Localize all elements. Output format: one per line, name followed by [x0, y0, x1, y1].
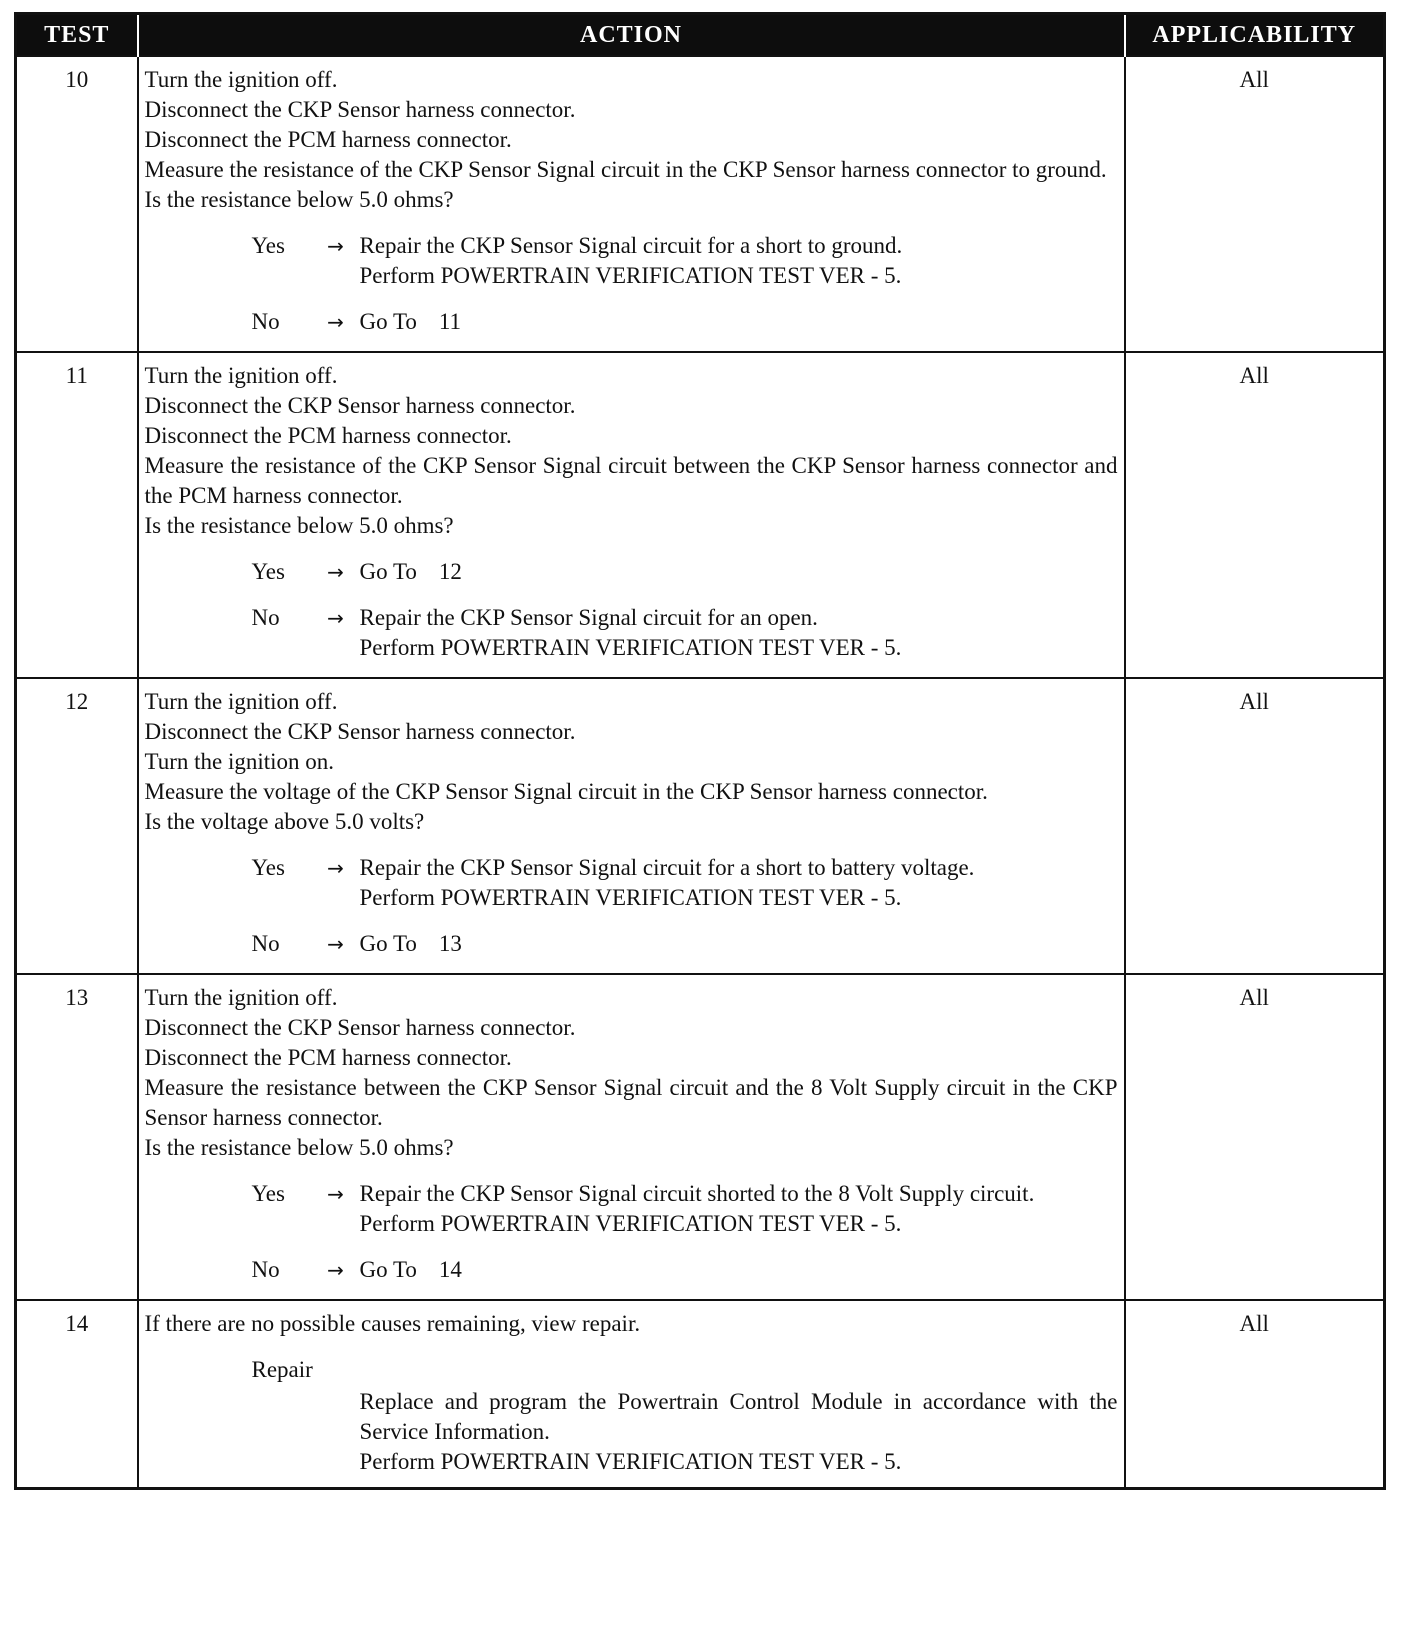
goto-text: Go To: [359, 559, 417, 584]
step-text: Turn the ignition off.: [144, 985, 338, 1010]
applicability-value: All: [1125, 678, 1385, 974]
outcome-line: Perform POWERTRAIN VERIFICATION TEST VER - 5.: [359, 885, 902, 910]
table-row-test-10: [16, 56, 1385, 352]
right-arrow-icon: →: [327, 310, 344, 334]
step-text: Measure the resistance of the CKP Sensor Signal circuit between the CKP Sensor harness connector and the PCM harness connector.: [144, 453, 1118, 508]
goto-text: Go To: [359, 931, 417, 956]
action-cell: [138, 678, 1125, 974]
diagnostic-test-table-container: [14, 12, 1383, 1490]
step-text: Turn the ignition off.: [144, 67, 338, 92]
table-row-test-12: [16, 678, 1385, 974]
repair-line: Perform POWERTRAIN VERIFICATION TEST VER - 5.: [359, 1449, 902, 1474]
outcomes: [145, 231, 1118, 337]
goto-reference[interactable]: [360, 307, 1118, 337]
outcome-line: Repair the CKP Sensor Signal circuit for an open.: [359, 605, 818, 630]
right-arrow-icon: →: [327, 606, 344, 630]
test-number: 12: [16, 678, 138, 974]
table-row-test-11: [16, 352, 1385, 678]
outcome-line: Repair the CKP Sensor Signal circuit shorted to the 8 Volt Supply circuit.: [359, 1181, 1035, 1206]
outcome-result: [360, 231, 1118, 291]
outcome-line: Repair the CKP Sensor Signal circuit for a short to ground.: [359, 233, 903, 258]
outcome-label: Yes: [251, 233, 285, 258]
right-arrow-icon: →: [327, 1258, 344, 1282]
outcome-no: [145, 929, 1118, 959]
step-text: Disconnect the CKP Sensor harness connector.: [144, 719, 576, 744]
outcome-label: Yes: [251, 559, 285, 584]
outcome-line: Perform POWERTRAIN VERIFICATION TEST VER - 5.: [359, 263, 902, 288]
outcome-result: [360, 1179, 1118, 1239]
right-arrow-icon: →: [327, 560, 344, 584]
step-text: Disconnect the PCM harness connector.: [144, 423, 512, 448]
right-arrow-icon: →: [327, 234, 344, 258]
goto-number: 14: [438, 1257, 462, 1282]
action-cell: [138, 56, 1125, 352]
repair-line: Replace and program the Powertrain Control Module in accordance with the Service Information.: [359, 1389, 1118, 1444]
question-text: Is the voltage above 5.0 volts?: [144, 809, 425, 834]
outcomes: [145, 853, 1118, 959]
table-row-test-13: [16, 974, 1385, 1300]
outcome-no: [145, 307, 1118, 337]
applicability-value: All: [1125, 974, 1385, 1300]
step-text: If there are no possible causes remaining, view repair.: [144, 1311, 641, 1336]
right-arrow-icon: →: [327, 932, 344, 956]
step-text: Measure the resistance between the CKP Sensor Signal circuit and the 8 Volt Supply circuit in the CKP Sensor harness connector.: [144, 1075, 1118, 1130]
test-number: 10: [16, 56, 138, 352]
outcomes: [145, 557, 1118, 663]
step-text: Disconnect the PCM harness connector.: [144, 1045, 512, 1070]
outcome-no: [145, 1255, 1118, 1285]
question-text: Is the resistance below 5.0 ohms?: [144, 187, 454, 212]
right-arrow-icon: →: [327, 856, 344, 880]
goto-reference[interactable]: [360, 929, 1118, 959]
step-text: Turn the ignition off.: [144, 363, 338, 388]
step-text: Turn the ignition on.: [144, 749, 335, 774]
applicability-value: All: [1125, 1300, 1385, 1489]
outcomes: [145, 1179, 1118, 1285]
outcome-label: No: [251, 1257, 280, 1282]
outcome-result: [360, 853, 1118, 913]
outcome-label: No: [251, 931, 280, 956]
outcome-yes: [145, 557, 1118, 587]
goto-number: 12: [438, 559, 462, 584]
goto-reference[interactable]: [360, 557, 1118, 587]
outcome-no: [145, 603, 1118, 663]
outcome-label: No: [251, 605, 280, 630]
outcome-yes: [145, 853, 1118, 913]
applicability-value: All: [1125, 56, 1385, 352]
outcome-label: No: [251, 309, 280, 334]
step-text: Measure the resistance of the CKP Sensor Signal circuit in the CKP Sensor harness connector to ground.: [144, 157, 1107, 182]
test-number: 11: [16, 352, 138, 678]
question-text: Is the resistance below 5.0 ohms?: [144, 1135, 454, 1160]
step-text: Turn the ignition off.: [144, 689, 338, 714]
test-number: 13: [16, 974, 138, 1300]
outcome-yes: [145, 231, 1118, 291]
outcome-line: Perform POWERTRAIN VERIFICATION TEST VER - 5.: [359, 1211, 902, 1236]
step-text: Disconnect the CKP Sensor harness connector.: [144, 393, 576, 418]
action-cell: [138, 352, 1125, 678]
header-applicability: APPLICABILITY: [1125, 14, 1385, 57]
step-text: Disconnect the PCM harness connector.: [144, 127, 512, 152]
outcome-line: Repair the CKP Sensor Signal circuit for a short to battery voltage.: [359, 855, 975, 880]
applicability-value: All: [1125, 352, 1385, 678]
step-text: Disconnect the CKP Sensor harness connector.: [144, 97, 576, 122]
action-cell: [138, 974, 1125, 1300]
repair-label: Repair: [251, 1357, 313, 1382]
outcome-result: [360, 603, 1118, 663]
diagnostic-test-table: [14, 12, 1386, 1490]
header-action: ACTION: [138, 14, 1125, 57]
action-cell: [138, 1300, 1125, 1489]
step-text: Measure the voltage of the CKP Sensor Signal circuit in the CKP Sensor harness connector.: [144, 779, 988, 804]
table-row-test-14: [16, 1300, 1385, 1489]
table-header-row: [16, 14, 1385, 57]
header-test: TEST: [16, 14, 138, 57]
right-arrow-icon: →: [327, 1182, 344, 1206]
goto-text: Go To: [359, 309, 417, 334]
goto-reference[interactable]: [360, 1255, 1118, 1285]
outcome-label: Yes: [251, 1181, 285, 1206]
question-text: Is the resistance below 5.0 ohms?: [144, 513, 454, 538]
goto-number: 13: [438, 931, 462, 956]
repair-block: [145, 1355, 1118, 1477]
outcome-line: Perform POWERTRAIN VERIFICATION TEST VER - 5.: [359, 635, 902, 660]
outcome-yes: [145, 1179, 1118, 1239]
goto-text: Go To: [359, 1257, 417, 1282]
repair-instructions: [360, 1387, 1118, 1477]
goto-number: 11: [438, 309, 462, 334]
outcome-label: Yes: [251, 855, 285, 880]
test-number: 14: [16, 1300, 138, 1489]
step-text: Disconnect the CKP Sensor harness connector.: [144, 1015, 576, 1040]
